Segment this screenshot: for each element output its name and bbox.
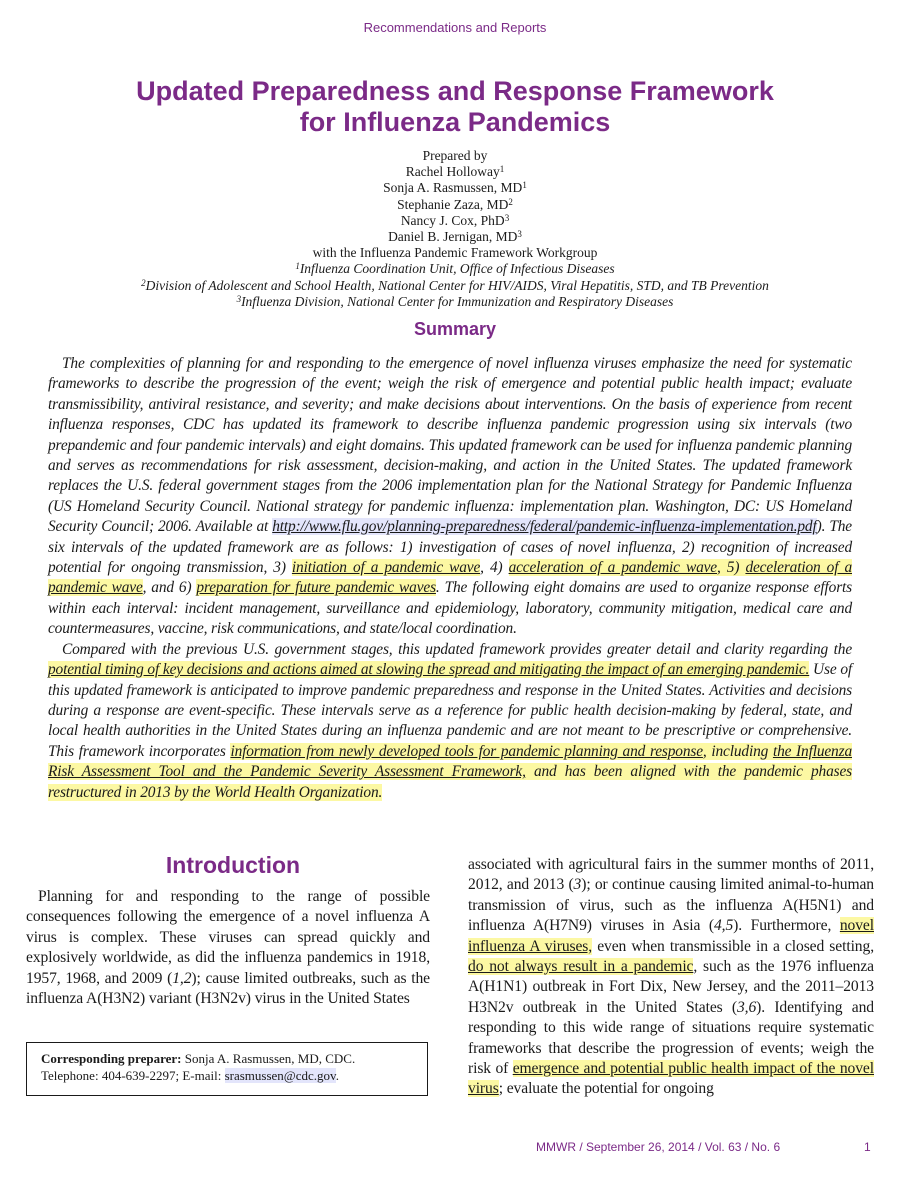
summary-heading: Summary xyxy=(413,319,497,339)
highlight-emergence-impact: emergence and potential public health impact of the novel virus xyxy=(468,1060,874,1098)
author-5: Daniel B. Jernigan, $MD^3$ xyxy=(388,229,522,245)
title-line-2: for Influenza Pandemics xyxy=(299,107,611,137)
citation: 3,6 xyxy=(736,998,757,1016)
intro-paragraph-right: associated with agricultural fairs in the summer months of 2011, 2012, and 2013 (3); or continue causing limited animal-to-human transmission of virus, such as the influenza A(H5N1) and influenza A(H7N9) viruses in Asia (4,5). Furthermore, novel influenza A viruses, even when transmissible in a closed setting, do not always result in a pandemic, such as the 1976 influenza A(H1N1) outbreak in Fort Dix, New Jersey, and the 2011–2013 H3N2v outbreak in the United States (3,6). Identifying and responding to this wide range of situations require systematic frameworks that describe the progression of events; weigh the risk of emergence and potential public health impact of the novel virus; evaluate the potential for ongoing xyxy=(468,856,874,1098)
prepared-by: Prepared by xyxy=(422,148,488,163)
affiliation-3: $^3$Influenza Division, National Center for Immunization and Respiratory Diseases xyxy=(236,293,674,309)
section-label: Recommendations and Reports xyxy=(363,20,547,35)
author-2: Sonja A. Rasmussen, $MD^1$ xyxy=(383,180,527,196)
author-3: Stephanie Zaza, $MD^2$ xyxy=(397,196,513,212)
footer-masthead: MMWR / September 26, 2014 / Vol. 63 / No. 6 xyxy=(536,1140,781,1154)
highlight-preparation: preparation for future pandemic waves xyxy=(196,579,436,597)
introduction-heading: Introduction xyxy=(165,852,301,878)
email-link[interactable]: srasmussen@cdc.gov xyxy=(224,1068,336,1083)
intro-right-column xyxy=(468,855,874,1100)
summary-paragraph-2: Compared with the previous U.S. government stages, this updated framework provides greater detail and clarity regarding the potential timing of key decisions and actions aimed at slowing the spread and mitigating the impact of an emerging pandemic. Use of this updated framework is anticipated to improve pandemic preparedness and response in the United States. Activities and decisions during a response are event-specific. These intervals serve as a reference for public health decision-making by federal, state, and local health authorities in the United States during an influenza pandemic and are not meant to be prescriptive or comprehensive. This framework incorporates information from newly developed tools for pandemic planning and response, including the Influenza Risk Assessment Tool and the Pandemic Severity Assessment Framework, and has been aligned with the pandemic phases restructured in 2013 by the World Health Organization. xyxy=(48,640,852,801)
highlight-novel-viruses: novel influenza A viruses, xyxy=(468,917,874,955)
highlight-deceleration: deceleration of a pandemic wave xyxy=(48,559,852,597)
page-title xyxy=(0,76,910,138)
citation: 1,2 xyxy=(172,969,192,987)
workgroup: with the Influenza Pandemic Framework Workgroup xyxy=(312,245,598,261)
affiliation-2: $^2$Division of Adolescent and School Health, National Center for HIV/AIDS, Viral Hepatitis, STD, and TB Prevention xyxy=(141,277,769,293)
author-4: Nancy J. Cox, PhD$^3$ xyxy=(400,212,510,228)
intro-paragraph-left: Planning for and responding to the range of possible consequences following the emergence of a novel influenza A virus is complex. These viruses can spread quickly and explosively worldwide, as did the influenza pandemics in 1918, 1957, 1968, and 2009 (1,2); cause limited outbreaks, such as the influenza A(H3N2) variant (H3N2v) virus in the United States xyxy=(26,888,431,1008)
citation: 4,5 xyxy=(713,917,734,935)
author-block xyxy=(0,148,910,310)
highlight-initiation: initiation of a pandemic wave xyxy=(291,559,481,577)
highlight-not-pandemic: do not always result in a pandemic xyxy=(468,958,694,976)
page-number: 1 xyxy=(864,1140,871,1154)
intro-left-column xyxy=(26,852,430,1009)
author-1: Rachel Holloway$^1$ xyxy=(405,164,505,180)
highlight-potential-timing: potential timing of key decisions and actions aimed at slowing the spread and mitigating the impact of an emerging pandemic. xyxy=(48,661,810,679)
corresponding-preparer-box: Corresponding preparer: Sonja A. Rasmussen, MD, CDC. Telephone: 404-639-2297; E-mail: srasmussen@cdc.gov. xyxy=(26,1042,428,1096)
title-line-1: Updated Preparedness and Response Framework xyxy=(136,76,774,106)
citation: 3 xyxy=(573,876,582,894)
summary-paragraph-1: The complexities of planning for and responding to the emergence of novel influenza viruses emphasize the need for systematic frameworks to describe the progression of the event; weigh the risk of emergence and potential public health impact; evaluate transmissibility, antiviral resistance, and severity; and make decisions about interventions. On the basis of experience from recent influenza responses, CDC has updated its framework to describe influenza pandemic progression using six intervals (two prepandemic and four pandemic intervals) and eight domains. This updated framework can be used for influenza pandemic planning and serves as recommendations for risk assessment, decision-making, and action in the United States. The updated framework replaces the U.S. federal government stages from the 2006 implementation plan for the National Strategy for Pandemic Influenza (US Homeland Security Council. National strategy for pandemic influenza: implementation plan. Washington, DC: US Homeland Security Council; 2006. Available at http://www.flu.gov/planning-preparedness/federal/pandemic-influenza-implementation.pdf). The six intervals of the updated framework are as follows: 1) investigation of cases of novel influenza, 2) recognition of increased potential for ongoing transmission, 3) initiation of a pandemic wave, 4) acceleration of a pandemic wave, 5) deceleration of a pandemic wave, and 6) preparation for future pandemic waves. The following eight domains are used to organize response efforts within each interval: incident management, surveillance and epidemiology, laboratory, community mitigation, medical care and countermeasures, vaccine, risk communications, and state/local coordination. xyxy=(48,355,853,638)
summary-body xyxy=(48,354,852,803)
highlight-risk-tools: the Influenza Risk Assessment Tool and the Pandemic Severity Assessment Framework, xyxy=(48,742,852,781)
highlight-new-tools: information from newly developed tools for pandemic planning and response xyxy=(230,742,703,760)
highlight-acceleration: acceleration of a pandemic wave xyxy=(508,559,717,577)
corresponding-label: Corresponding preparer: xyxy=(41,1051,182,1066)
implementation-plan-link[interactable]: http://www.flu.gov/planning-preparedness/federal/pandemic-influenza-implementation.pdf xyxy=(272,518,817,536)
affiliation-1: $^1$Influenza Coordination Unit, Office of Infectious Diseases xyxy=(295,261,615,277)
